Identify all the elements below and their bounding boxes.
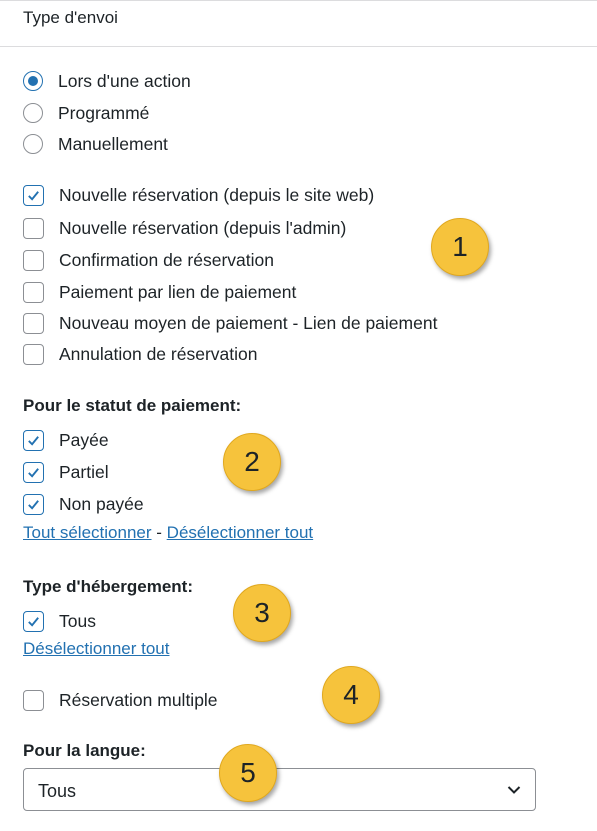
checkbox[interactable] [23,690,44,711]
checkbox-unpaid[interactable] [23,492,144,516]
checkbox-booking-cancellation[interactable] [23,342,257,366]
language-select[interactable] [23,768,536,811]
checkbox-label: Confirmation de réservation [59,249,274,270]
checkmark-icon [26,614,41,629]
checkbox[interactable] [23,462,44,483]
payment-status-title: Pour le statut de paiement: [23,396,242,415]
annotation-badge-2: 2 [223,433,281,491]
accommodation-links [23,639,169,659]
checkmark-icon [26,465,41,480]
checkbox[interactable] [23,282,44,303]
checkbox-payment-link[interactable] [23,280,296,304]
radio-label: Programmé [58,102,150,123]
checkbox[interactable] [23,218,44,239]
radio-button[interactable] [23,134,43,154]
checkbox-new-payment-method[interactable] [23,311,437,335]
checkbox-multiple-booking[interactable] [23,688,218,712]
language-select-value: Tous [38,781,77,801]
radio-scheduled[interactable] [23,101,149,125]
section-title: Type d'envoi [23,8,118,27]
link-separator: - [156,523,162,542]
radio-label: Manuellement [58,133,168,154]
checkmark-icon [26,433,41,448]
checkbox-paid[interactable] [23,428,109,452]
checkbox-new-booking-website[interactable] [23,183,374,207]
checkbox-label: Non payée [59,493,144,514]
checkbox-booking-confirmation[interactable] [23,248,274,272]
checkbox[interactable] [23,344,44,365]
annotation-badge-1: 1 [431,218,489,276]
chevron-down-icon [507,784,521,796]
checkbox[interactable] [23,611,44,632]
radio-manual[interactable] [23,132,168,156]
annotation-badge-3: 3 [233,584,291,642]
checkbox[interactable] [23,250,44,271]
deselect-all-link[interactable]: Désélectionner tout [23,639,170,658]
deselect-all-link[interactable]: Désélectionner tout [166,523,314,542]
checkbox-partial[interactable] [23,460,109,484]
checkbox-label: Payée [59,429,109,450]
checkbox-label: Réservation multiple [59,689,218,710]
checkbox-new-booking-admin[interactable] [23,216,346,240]
checkbox-label: Nouvelle réservation (depuis l'admin) [59,217,347,238]
checkbox-label: Nouveau moyen de paiement - Lien de paiement [59,312,438,333]
radio-button[interactable] [23,103,43,123]
checkbox-label: Tous [59,610,96,631]
radio-dot [28,76,38,86]
checkbox-label: Partiel [59,461,109,482]
checkbox-all-accommodations[interactable] [23,609,96,633]
accommodation-type-title: Type d'hébergement: [23,577,193,596]
checkbox-label: Nouvelle réservation (depuis le site web) [59,184,375,205]
annotation-badge-5: 5 [219,744,277,802]
checkbox[interactable] [23,494,44,515]
radio-on-action[interactable] [23,69,191,93]
section-header [0,0,597,47]
checkbox[interactable] [23,313,44,334]
checkmark-icon [26,497,41,512]
payment-status-links [23,523,313,543]
annotation-badge-4: 4 [322,666,380,724]
radio-button[interactable] [23,71,43,91]
select-all-link[interactable]: Tout sélectionner [23,523,152,542]
checkbox-label: Annulation de réservation [59,343,258,364]
checkmark-icon [26,188,41,203]
checkbox-label: Paiement par lien de paiement [59,281,297,302]
radio-label: Lors d'une action [58,70,191,91]
language-title: Pour la langue: [23,741,146,760]
checkbox[interactable] [23,430,44,451]
checkbox[interactable] [23,185,44,206]
